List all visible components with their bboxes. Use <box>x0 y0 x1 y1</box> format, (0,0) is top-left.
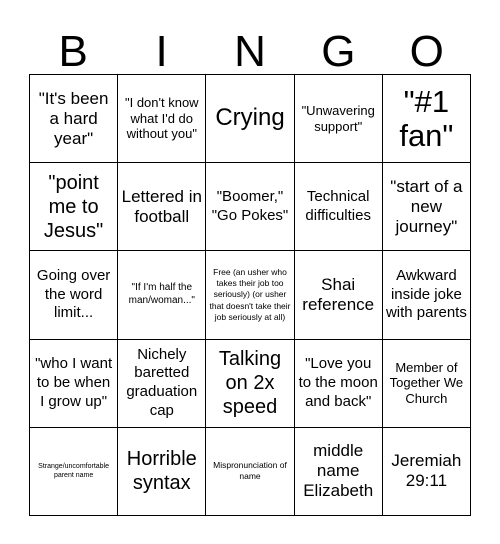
bingo-cell-r2c5[interactable]: "start of a new journey" <box>383 163 471 251</box>
bingo-card-grid <box>29 74 471 516</box>
bingo-cell-r2c4[interactable]: Technical difficulties <box>295 163 383 251</box>
header-letter-n: N <box>234 27 266 76</box>
bingo-cell-r1c4[interactable]: "Unwavering support" <box>295 75 383 163</box>
bingo-cell-r4c4[interactable]: "Love you to the moon and back" <box>295 340 383 428</box>
bingo-cell-r1c1[interactable]: "It's been a hard year" <box>30 75 118 163</box>
bingo-cell-r4c3[interactable]: Talking on 2x speed <box>206 340 294 428</box>
header-letter-b: B <box>58 27 88 76</box>
bingo-cell-r3c5[interactable]: Awkward inside joke with parents <box>383 251 471 339</box>
bingo-cell-r1c3[interactable]: Crying <box>206 75 294 163</box>
bingo-cell-r4c5[interactable]: Member of Together We Church <box>383 340 471 428</box>
header-letter-o: O <box>409 27 444 76</box>
bingo-cell-r1c5[interactable]: "#1 fan" <box>383 75 471 163</box>
bingo-cell-r5c3[interactable]: Mispronunciation of name <box>206 428 294 516</box>
bingo-cell-r2c2[interactable]: Lettered in football <box>118 163 206 251</box>
bingo-cell-r4c2[interactable]: Nichely baretted graduation cap <box>118 340 206 428</box>
bingo-cell-r3c2[interactable]: "If I'm half the man/woman..." <box>118 251 206 339</box>
bingo-cell-r5c1[interactable]: Strange/uncomfortable parent name <box>30 428 118 516</box>
header-letter-i: I <box>155 27 168 76</box>
bingo-cell-r5c5[interactable]: Jeremiah 29:11 <box>383 428 471 516</box>
bingo-cell-r2c3[interactable]: "Boomer," "Go Pokes" <box>206 163 294 251</box>
bingo-cell-r5c4[interactable]: middle name Elizabeth <box>295 428 383 516</box>
bingo-cell-r5c2[interactable]: Horrible syntax <box>118 428 206 516</box>
bingo-cell-r4c1[interactable]: "who I want to be when I grow up" <box>30 340 118 428</box>
bingo-cell-r3c4[interactable]: Shai reference <box>295 251 383 339</box>
bingo-cell-r3c1[interactable]: Going over the word limit... <box>30 251 118 339</box>
bingo-cell-r2c1[interactable]: "point me to Jesus" <box>30 163 118 251</box>
header-letter-g: G <box>321 27 356 76</box>
bingo-cell-r3c3-free[interactable]: Free (an usher who takes their job too seriously) (or usher that doesn't take their job seriously at all) <box>206 251 294 339</box>
bingo-cell-r1c2[interactable]: "I don't know what I'd do without you" <box>118 75 206 163</box>
